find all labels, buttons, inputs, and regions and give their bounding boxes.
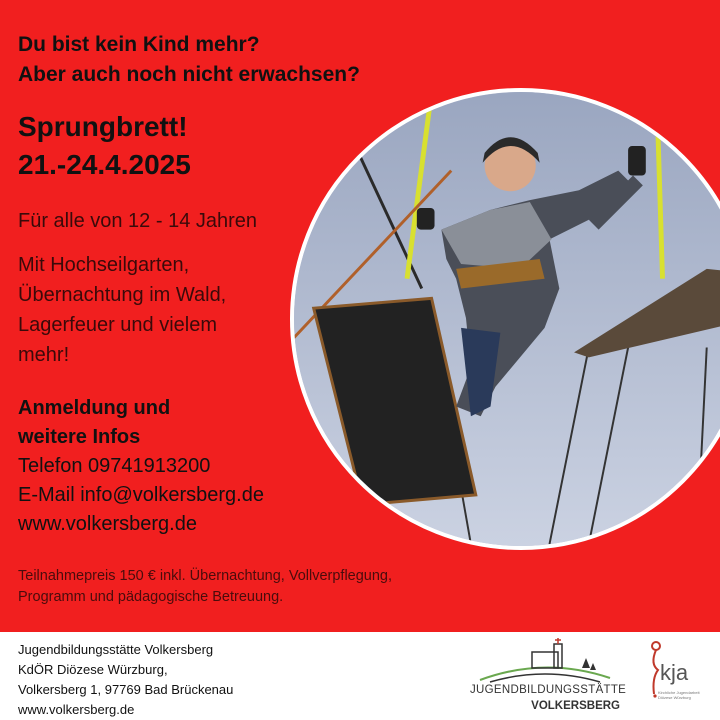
age-range: Für alle von 12 - 14 Jahren — [18, 210, 258, 232]
description-line: Übernachtung im Wald, — [18, 284, 227, 306]
email-link[interactable]: E-Mail info@volkersberg.de — [18, 484, 264, 506]
kja-subtitle: Kirchliche Jugendarbeit Diözese Würzburg — [658, 690, 700, 700]
website-link[interactable]: www.volkersberg.de — [18, 513, 197, 535]
castle-hill-icon — [470, 638, 620, 684]
price-info — [18, 566, 578, 608]
price-line-1: Teilnahmepreis 150 € inkl. Übernachtung, Vollverpflegung, — [18, 568, 393, 584]
contact-heading-1: Anmeldung und — [18, 397, 171, 419]
kja-wordmark: kja — [660, 660, 689, 685]
footer-website-link[interactable]: www.volkersberg.de — [18, 702, 135, 717]
logo-line-2: VOLKERSBERG — [531, 700, 620, 712]
description-line: Mit Hochseilgarten, — [18, 254, 190, 276]
phone-number: Telefon 09741913200 — [18, 455, 211, 477]
description-line: mehr! — [18, 344, 70, 366]
footer-address — [18, 640, 233, 720]
activity-description — [18, 250, 288, 370]
description-line: Lagerfeuer und vielem — [18, 314, 218, 336]
footer — [0, 632, 720, 720]
price-line-2: Programm und pädagogische Betreuung. — [18, 589, 284, 605]
event-title — [18, 108, 191, 184]
kja-logo — [646, 638, 712, 718]
event-name: Sprungbrett! — [18, 111, 188, 142]
volkersberg-logo — [470, 638, 627, 718]
event-dates: 21.-24.4.2025 — [18, 149, 191, 180]
intro-text — [18, 30, 360, 90]
contact-block — [18, 394, 264, 539]
contact-heading-2: weitere Infos — [18, 426, 141, 448]
logo-line-1: JUGENDBILDUNGSSTÄTTE — [470, 684, 627, 696]
address-line: Volkersberg 1, 97769 Bad Brückenau — [18, 682, 234, 697]
address-line: KdÖR Diözese Würzburg, — [18, 662, 168, 677]
intro-line-2: Aber auch noch nicht erwachsen? — [18, 63, 360, 86]
address-line: Jugendbildungsstätte Volkersberg — [18, 642, 214, 657]
intro-line-1: Du bist kein Kind mehr? — [18, 33, 260, 56]
high-ropes-photo — [290, 88, 720, 550]
photo-illustration — [294, 92, 720, 546]
